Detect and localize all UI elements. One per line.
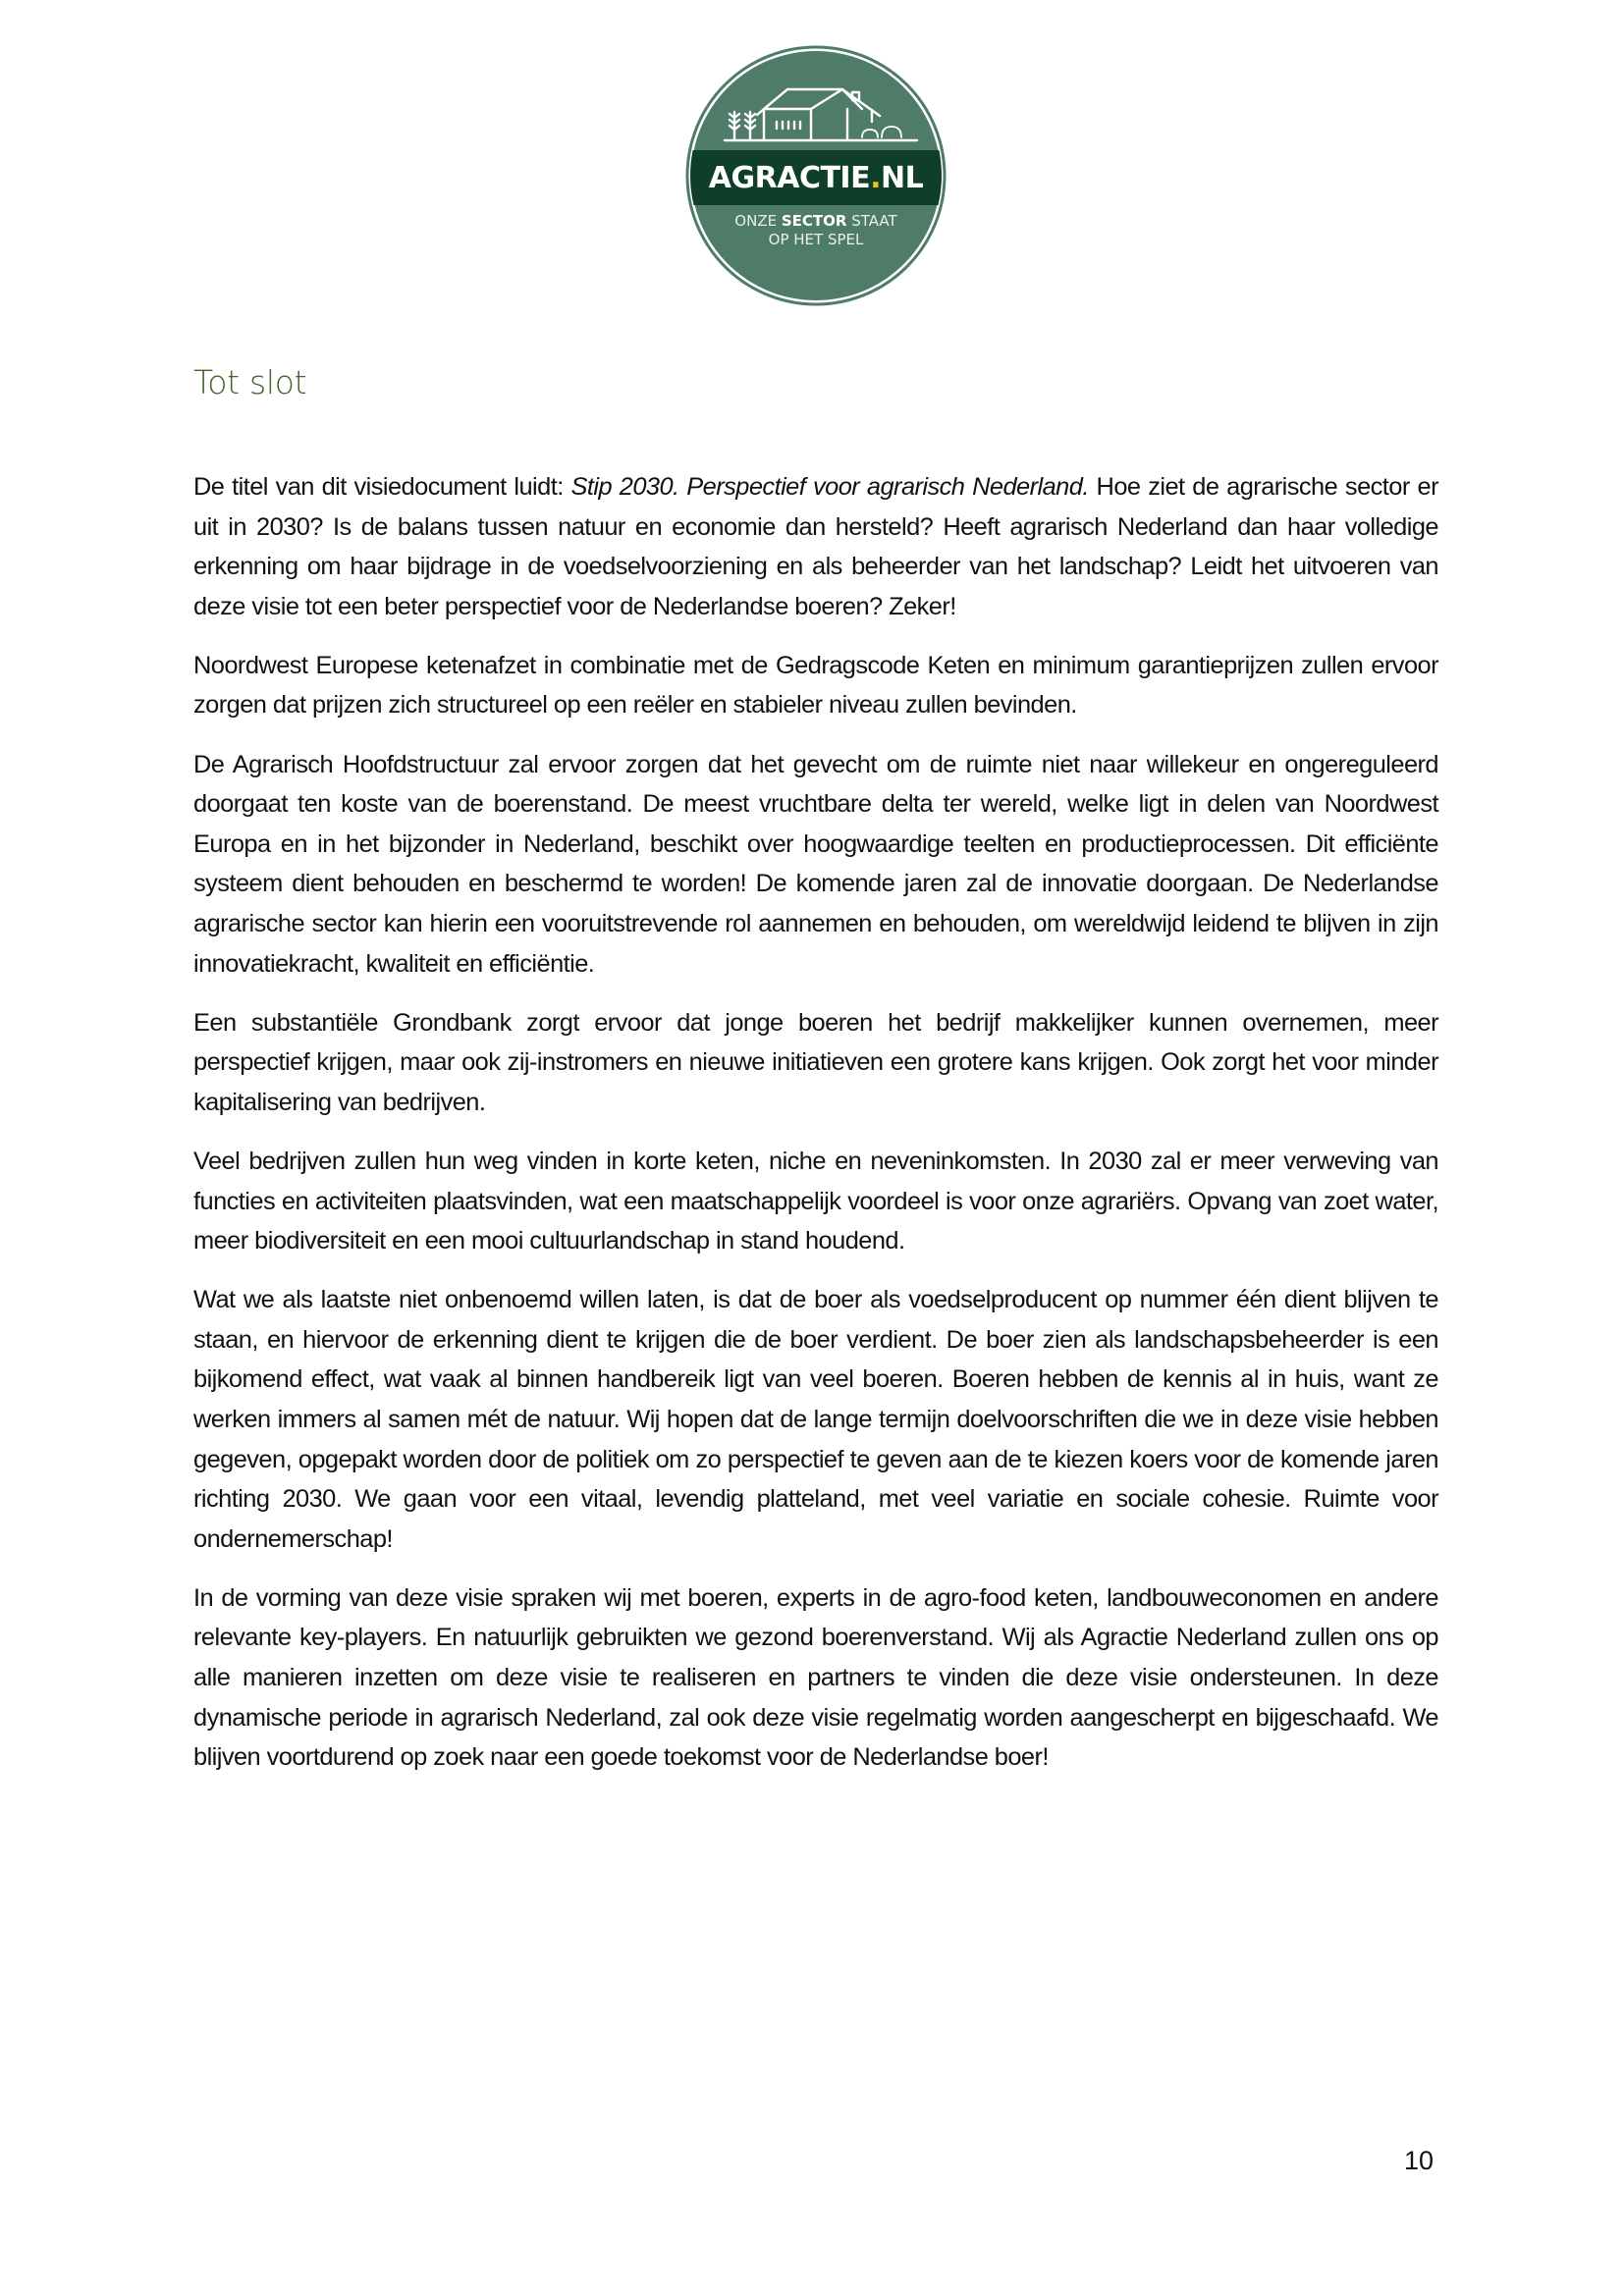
document-title-italic: Stip 2030. Perspectief voor agrarisch Nederland. (570, 473, 1089, 501)
paragraph-ketenafzet: Noordwest Europese ketenafzet in combinatie met de Gedragscode Keten en minimum garantieprijzen zullen ervoor zorgen dat prijzen zich structureel op een reëler en stabieler niveau zullen bevinden. (193, 651, 1438, 720)
svg-text:AGRACTIE.NL: AGRACTIE.NL (708, 161, 924, 195)
paragraph-intro: De titel van dit visiedocument luidt: Stip 2030. Perspectief voor agrarisch Nederland. Hoe ziet de agrarische sector er uit in 2030? Is de balans tussen natuur en economie dan hersteld? Heeft agrarisch Nederland dan haar volledige erkenning om haar bijdrage in de voedselvoorziening en als beheerder van het landschap? Leidt het uitvoeren van deze visie tot een beter perspectief voor de Nederlandse boeren? Zeker! (193, 473, 1438, 620)
document-body (193, 467, 1438, 1796)
logo-badge-icon (683, 43, 948, 308)
paragraph-voedselproducent: Wat we als laatste niet onbenoemd willen laten, is dat de boer als voedselproducent op nummer één dient blijven te staan, en hiervoor de erkenning dient te krijgen die de boer verdient. De boer zien als landschapsbeheerder is een bijkomend effect, wat vaak al binnen handbereik ligt van veel boeren. Boeren hebben de kennis al in huis, want ze werken immers al samen mét de natuur. Wij hopen dat de lange termijn doelvoorschriften die we in deze visie hebben gegeven, opgepakt worden door de politiek om zo perspectief te geven aan de te kiezen koers voor de komende jaren richting 2030. We gaan voor een vitaal, levendig platteland, met veel variatie en sociale cohesie. Ruimte voor ondernemerschap! (193, 1286, 1438, 1553)
paragraph-korte-keten: Veel bedrijven zullen hun weg vinden in korte keten, niche en neveninkomsten. In 2030 zal er meer verweving van functies en activiteiten plaatsvinden, wat een maatschappelijk voordeel is voor onze agrariërs. Opvang van zoet water, meer biodiversiteit en een mooi cultuurlandschap in stand houdend. (193, 1147, 1438, 1255)
page-number: 10 (1404, 2146, 1435, 2175)
paragraph-grondbank: Een substantiële Grondbank zorgt ervoor dat jonge boeren het bedrijf makkelijker kunnen overnemen, meer perspectief krijgen, maar ook zij-instromers en nieuwe initiatieven een grotere kans krijgen. Ook zorgt het voor minder kapitalisering van bedrijven. (193, 1008, 1438, 1116)
logo-wordmark: AGRACTIE (708, 161, 871, 195)
paragraph-vorming-visie: In de vorming van deze visie spraken wij met boeren, experts in de agro-food keten, landbouweconomen en andere relevante key-players. En natuurlijk gebruikten we gezond boerenverstand. Wij als Agractie Nederland zullen ons op alle manieren inzetten om deze visie te realiseren en partners te vinden die deze visie ondersteunen. In deze dynamische periode in agrarisch Nederland, zal ook deze visie regelmatig worden aangescherpt en bijgeschaafd. We blijven voortdurend op zoek naar een goede toekomst voor de Nederlandse boer! (193, 1583, 1438, 1772)
agractie-logo (683, 43, 948, 308)
paragraph-hoofdstructuur: De Agrarisch Hoofdstructuur zal ervoor zorgen dat het gevecht om de ruimte niet naar willekeur en ongereguleerd doorgaat ten koste van de boerenstand. De meest vruchtbare delta ter wereld, welke ligt in delen van Noordwest Europa en in het bijzonder in Nederland, beschikt over hoogwaardige teelten en productieprocessen. Dit efficiënte systeem dient behouden en beschermd te worden! De komende jaren zal de innovatie doorgaan. De Nederlandse agrarische sector kan hierin een vooruitstrevende rol aannemen en behouden, om wereldwijd leidend te blijven in zijn innovatiekracht, kwaliteit en efficiëntie. (193, 750, 1438, 978)
section-heading: Tot slot (193, 363, 307, 401)
logo-tagline: OP HET SPEL (768, 231, 864, 248)
svg-text:ONZE SECTOR STAAT: ONZE SECTOR STAAT (734, 212, 897, 230)
